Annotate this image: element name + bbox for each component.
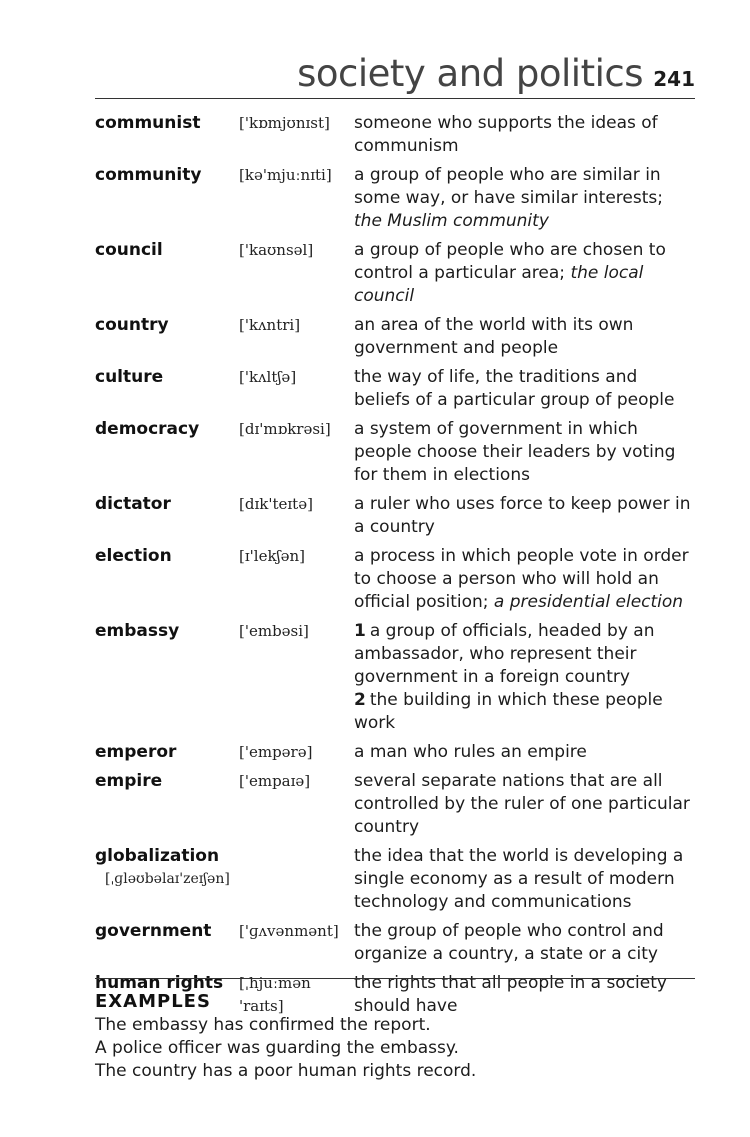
pronunciation: ['ɡʌvənmənt] [239,922,339,940]
sense-number: 1 [354,621,366,641]
glossary-entry [95,620,695,735]
glossary-entry [95,741,695,764]
headword: election [95,546,172,566]
glossary-entry [95,239,695,308]
example-sentence: The country has a poor human rights record. [95,1061,477,1081]
pronunciation: [dɪk'teɪtə] [239,495,313,513]
definition: the way of life, the traditions and beliefs of a particular group of people [354,367,675,410]
pronunciation: ['empaɪə] [239,772,311,790]
pronunciation: ['kʌntri] [239,316,301,334]
section-title: society and politics [297,52,643,95]
definition: the idea that the world is developing a single economy as a result of modern technology and communications [354,846,684,912]
examples-heading: EXAMPLES [95,991,211,1012]
page-number: 241 [653,67,695,91]
usage-example: the Muslim community [354,211,549,231]
pronunciation: ['embəsi] [239,622,309,640]
definition: a group of people who are chosen to control a particular area; the local council [354,240,666,306]
pronunciation: ['empərə] [239,743,313,761]
definition: a group of people who are similar in some way, or have similar interests; the Muslim community [354,165,663,231]
headword: country [95,315,169,335]
sense-1: 1 a group of officials, headed by an ambassador, who represent their government in a foreign country [354,621,655,687]
pronunciation: ['kɒmjʊnɪst] [239,114,330,132]
pronunciation: [ˌɡləʊbəlaɪ'zeɪʃən] [105,871,230,887]
pronunciation: ['kaʊnsəl] [239,241,314,259]
headword: empire [95,771,163,791]
glossary-entry [95,112,695,158]
glossary-entry [95,493,695,539]
headword: globalization [95,846,220,866]
usage-example: a presidential election [493,592,684,612]
glossary-entry [95,314,695,360]
definition: the rights that all people in a society should have [354,973,667,1016]
glossary-entry [95,545,695,614]
page-header [95,50,695,99]
pronunciation: ['kʌltʃə] [239,368,297,386]
usage-example: the local council [354,263,644,306]
definition: several separate nations that are all controlled by the ruler of one particular country [354,771,690,837]
pronunciation: [dɪ'mɒkrəsi] [239,420,331,438]
headword: council [95,240,163,260]
headword: community [95,165,202,185]
headword: communist [95,113,201,133]
headword: democracy [95,419,200,439]
glossary-entry [95,164,695,233]
section-divider [95,978,695,979]
sense-number: 2 [354,690,366,710]
glossary-list [95,112,695,1024]
glossary-entry [95,845,695,914]
example-sentence: The embassy has confirmed the report. [95,1015,431,1035]
headword: embassy [95,621,180,641]
definition: a man who rules an empire [354,742,587,762]
glossary-entry [95,770,695,839]
headword: government [95,921,212,941]
definition [354,620,695,735]
definition: someone who supports the ideas of communism [354,113,658,156]
examples-section [95,990,695,1083]
pronunciation: [kə'mjuːnɪti] [239,166,332,184]
headword: emperor [95,742,177,762]
sense-2: 2 the building in which these people work [354,690,663,733]
glossary-entry [95,366,695,412]
headword: human rights [95,973,224,993]
headword: culture [95,367,164,387]
pronunciation: [ɪ'lekʃən] [239,547,305,565]
definition: an area of the world with its own government and people [354,315,634,358]
definition: a system of government in which people choose their leaders by voting for them in elections [354,419,676,485]
example-sentence: A police officer was guarding the embassy. [95,1038,459,1058]
glossary-entry [95,920,695,966]
definition: a process in which people vote in order to choose a person who will hold an official position; a presidential election [354,546,689,612]
glossary-entry [95,418,695,487]
headword: dictator [95,494,171,514]
definition: the group of people who control and organize a country, a state or a city [354,921,664,964]
pronunciation: [ˌhjuːmən 'raɪts] [239,974,311,1015]
definition: a ruler who uses force to keep power in a country [354,494,691,537]
